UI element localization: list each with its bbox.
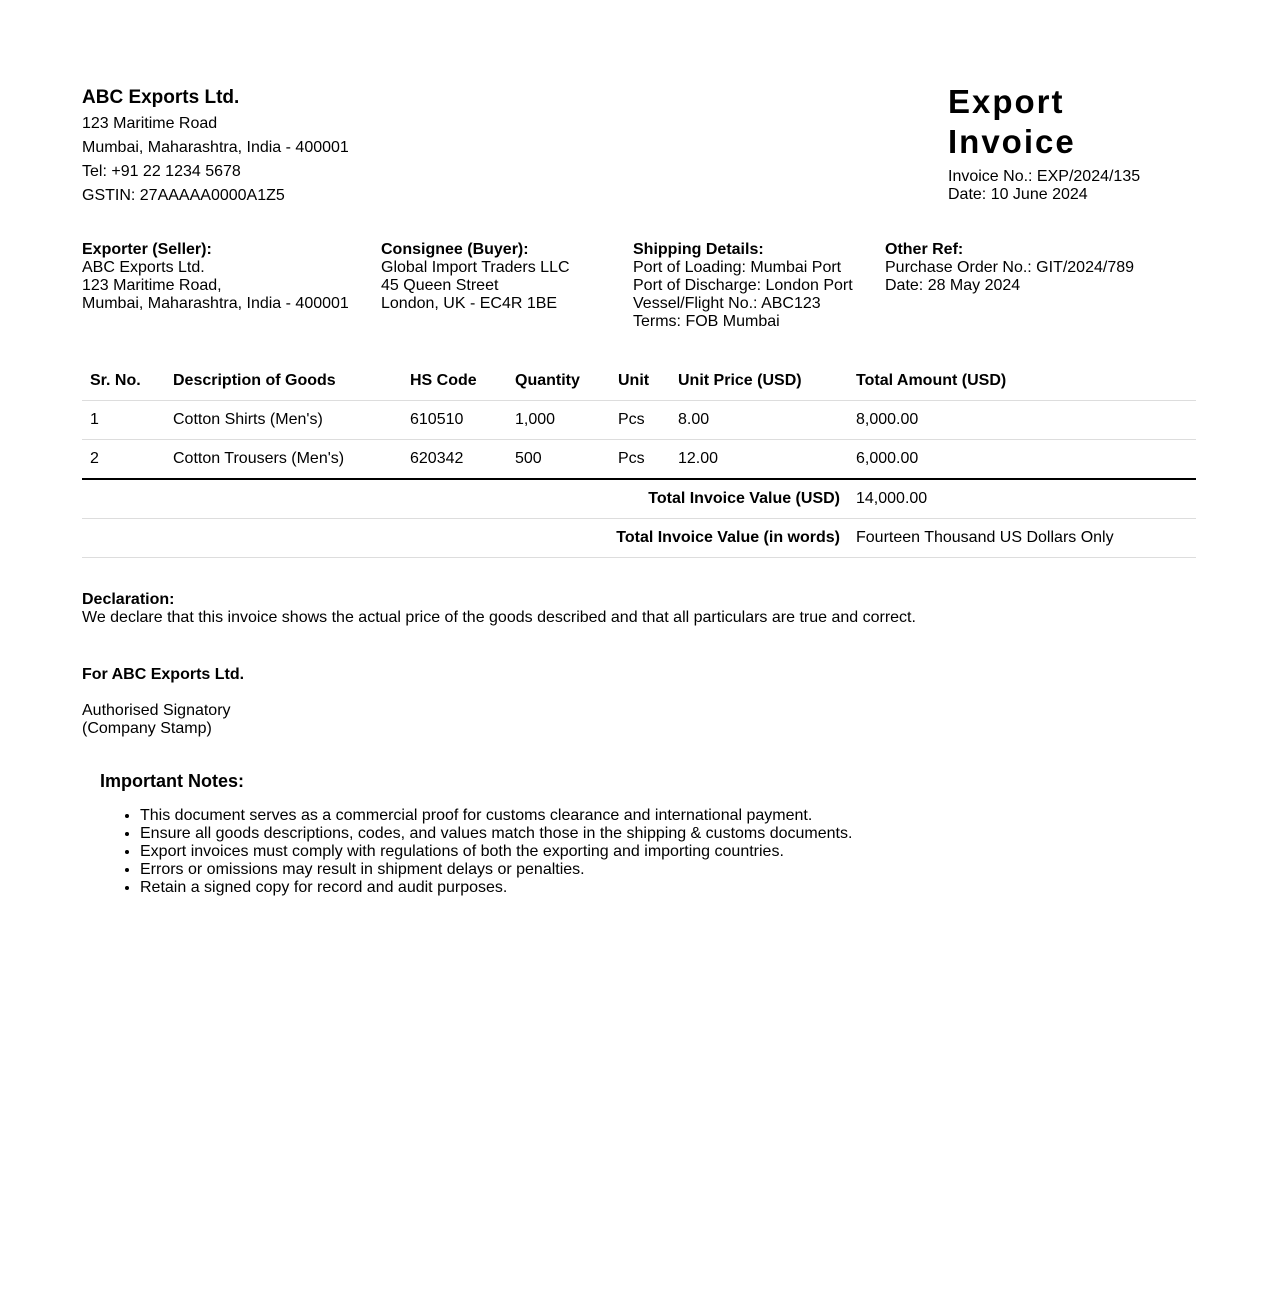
consignee-title: Consignee (Buyer):	[381, 241, 529, 258]
invoice-header	[82, 0, 1196, 230]
invoice-title-block	[948, 82, 1196, 204]
table-row	[82, 401, 1196, 440]
total-value-label: Total Invoice Value (USD)	[82, 479, 848, 519]
company-address-line-1: 123 Maritime Road	[82, 115, 218, 132]
signature-block	[82, 666, 244, 738]
invoice-title: Export Invoice	[948, 83, 1076, 160]
exporter-line: ABC Exports Ltd.	[82, 259, 205, 276]
other-ref-title: Other Ref:	[885, 241, 964, 258]
signature-for: For ABC Exports Ltd.	[82, 666, 245, 683]
exporter-line: Mumbai, Maharashtra, India - 400001	[82, 295, 349, 312]
column-header-total-amount: Total Amount (USD)	[848, 362, 1196, 401]
total-value: 14,000.00	[848, 479, 1196, 519]
company-address-line-2: Mumbai, Maharashtra, India - 400001	[82, 139, 349, 156]
column-header-description: Description of Goods	[165, 362, 402, 401]
total-words-value: Fourteen Thousand US Dollars Only	[848, 519, 1196, 558]
other-ref-line: Date: 28 May 2024	[885, 277, 1021, 294]
cell-hs-code: 620342	[402, 440, 507, 480]
table-header-row	[82, 362, 1196, 401]
column-header-unit-price: Unit Price (USD)	[670, 362, 848, 401]
list-item: • Export invoices must comply with regulations of both the exporting and importing countries.	[140, 843, 852, 861]
total-words-label: Total Invoice Value (in words)	[82, 519, 848, 558]
goods-table	[82, 362, 1196, 558]
parties-section	[82, 241, 1196, 341]
list-item: • This document serves as a commercial proof for customs clearance and international payment.	[140, 807, 852, 825]
company-gstin: GSTIN: 27AAAAA0000A1Z5	[82, 187, 285, 204]
notes-title: Important Notes:	[100, 771, 244, 791]
total-value-row	[82, 479, 1196, 519]
cell-total-amount: 6,000.00	[848, 440, 1196, 480]
declaration-block	[82, 591, 916, 627]
consignee-line: London, UK - EC4R 1BE	[381, 295, 558, 312]
column-header-unit: Unit	[610, 362, 670, 401]
signature-signatory: Authorised Signatory	[82, 702, 231, 719]
cell-quantity: 1,000	[507, 401, 610, 440]
shipping-block	[633, 241, 853, 331]
column-header-sr-no: Sr. No.	[82, 362, 165, 401]
invoice-page	[82, 0, 1196, 896]
list-item: • Ensure all goods descriptions, codes, and values match those in the shipping & customs documents.	[140, 825, 852, 843]
exporter-title: Exporter (Seller):	[82, 241, 212, 258]
shipping-line: Terms: FOB Mumbai	[633, 313, 780, 330]
cell-hs-code: 610510	[402, 401, 507, 440]
company-name: ABC Exports Ltd.	[82, 87, 240, 108]
shipping-line: Port of Discharge: London Port	[633, 277, 853, 294]
other-ref-line: Purchase Order No.: GIT/2024/789	[885, 259, 1135, 276]
consignee-block	[381, 241, 570, 313]
declaration-title: Declaration:	[82, 591, 175, 608]
table-row	[82, 440, 1196, 480]
cell-unit: Pcs	[610, 440, 670, 480]
company-block	[82, 86, 349, 208]
invoice-date: Date: 10 June 2024	[948, 186, 1088, 203]
cell-unit-price: 8.00	[670, 401, 848, 440]
shipping-line: Port of Loading: Mumbai Port	[633, 259, 842, 276]
consignee-line: 45 Queen Street	[381, 277, 499, 294]
cell-quantity: 500	[507, 440, 610, 480]
exporter-block	[82, 241, 349, 313]
cell-unit: Pcs	[610, 401, 670, 440]
exporter-line: 123 Maritime Road,	[82, 277, 222, 294]
other-ref-block	[885, 241, 1134, 295]
declaration-text: We declare that this invoice shows the actual price of the goods described and that all particulars are true and correct.	[82, 609, 916, 626]
shipping-line: Vessel/Flight No.: ABC123	[633, 295, 821, 312]
shipping-title: Shipping Details:	[633, 241, 764, 258]
column-header-hs-code: HS Code	[402, 362, 507, 401]
list-item: • Errors or omissions may result in shipment delays or penalties.	[140, 861, 852, 879]
important-notes	[100, 770, 852, 897]
invoice-number: Invoice No.: EXP/2024/135	[948, 168, 1141, 185]
cell-sr-no: 2	[82, 440, 165, 480]
cell-total-amount: 8,000.00	[848, 401, 1196, 440]
consignee-line: Global Import Traders LLC	[381, 259, 570, 276]
signature-stamp: (Company Stamp)	[82, 720, 212, 737]
column-header-quantity: Quantity	[507, 362, 610, 401]
company-tel: Tel: +91 22 1234 5678	[82, 163, 241, 180]
list-item: • Retain a signed copy for record and audit purposes.	[140, 879, 852, 897]
total-words-row	[82, 519, 1196, 558]
cell-description: Cotton Shirts (Men's)	[165, 401, 402, 440]
notes-list	[100, 807, 852, 897]
cell-unit-price: 12.00	[670, 440, 848, 480]
cell-description: Cotton Trousers (Men's)	[165, 440, 402, 480]
cell-sr-no: 1	[82, 401, 165, 440]
